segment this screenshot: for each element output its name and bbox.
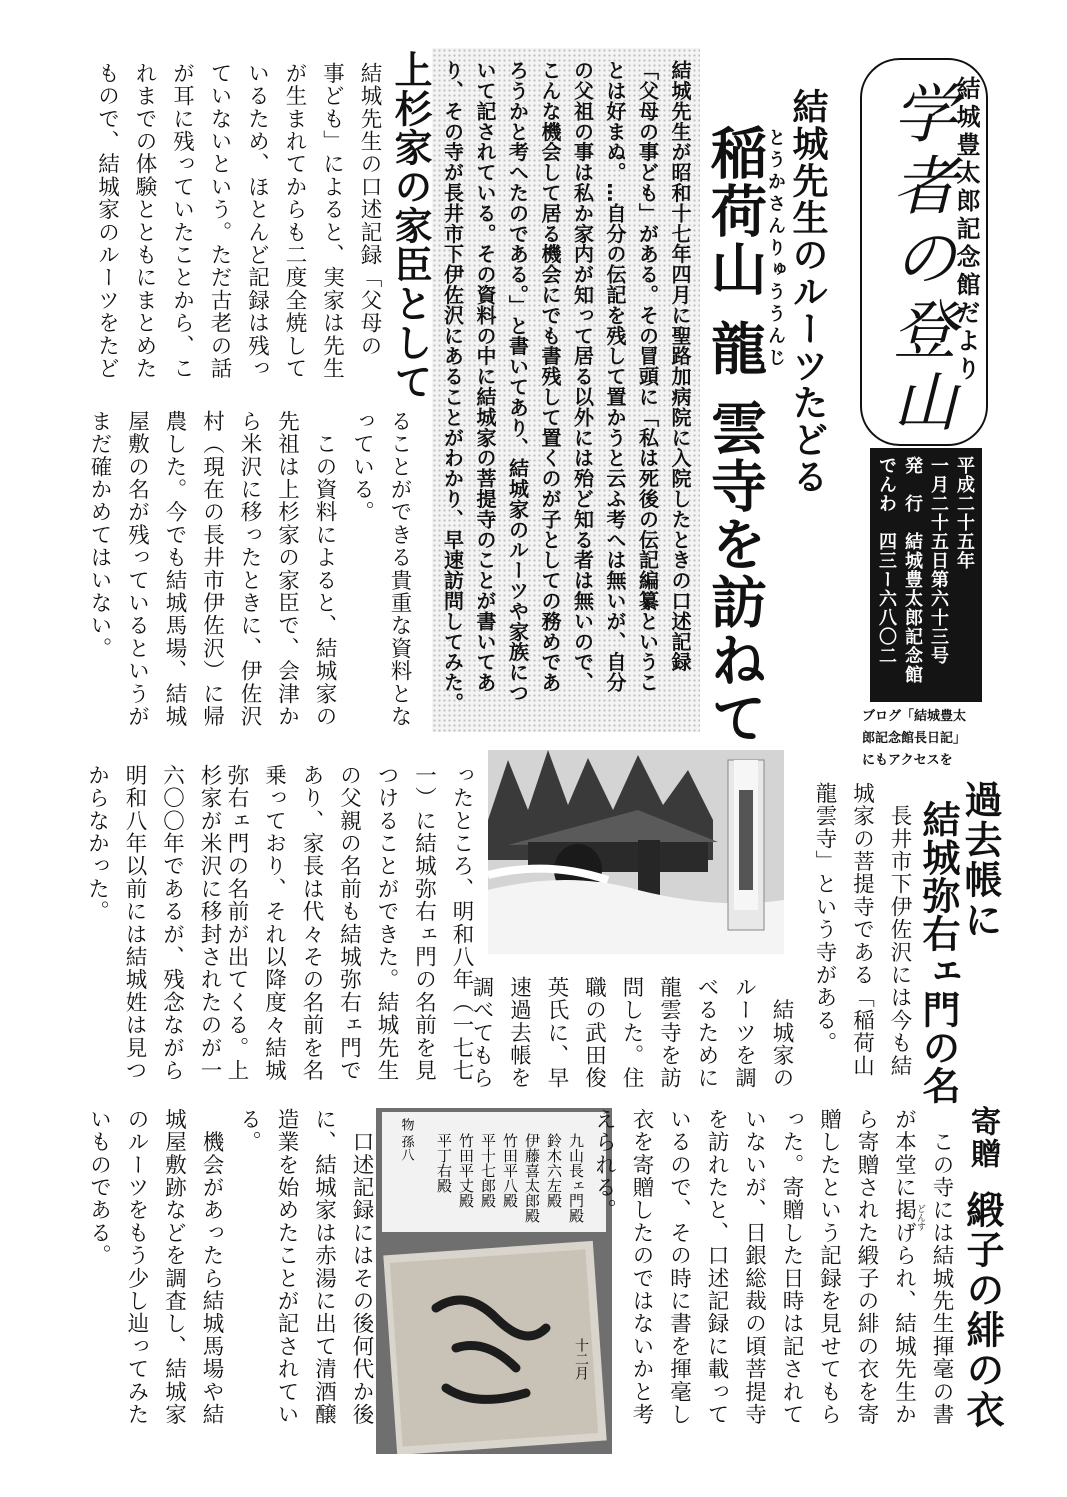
ledger-paper-line: 平丁右殿 <box>435 1133 453 1193</box>
ledger-date-mark: 十二月 <box>573 1338 589 1380</box>
uesugi-column-b: ることができる貴重な資料とな っている。 この資料によると、結城家の 先祖は上杉家の家臣で、会津か ら米沢に移ったときに、伊佐沢 村（現在の長井市伊佐沢）に帰 農した。今でも結城馬場、結城 屋敷の名が残っているというが まだ確かめてはいない。 <box>87 410 412 728</box>
uesugi-column-a: 結城先生の口述記録「父母の 事ども」によると、実家は先生 が生まれてからも二度全焼して いるため、ほとんど記録は残っ ていないという。ただ古老の話 が耳に残っていたことから、こ れまでの体験とともにまとめた もので、結城家のルーツをたど <box>94 62 382 380</box>
uesugi-heading: 上杉家の家臣として <box>388 50 432 401</box>
issue-date: 平成二十五年 <box>954 456 975 570</box>
issue-publisher: 発 行 結城豊太郎記念館 <box>902 456 923 684</box>
masthead-subtitle: 結城豊太郎記念館だより <box>952 76 980 384</box>
ledger-paper-line: 鈴木六左殿 <box>545 1133 563 1208</box>
kakocho-column-b: 杉家が米沢に移封されたのが一 六〇〇年であるが、残念ながら 明和八年以前には結城姓は見つ からなかった。 <box>84 764 222 1082</box>
masthead-title: 学者の登山 <box>882 80 956 440</box>
kakocho-intro: 長井市下伊佐沢には今も結 城家の菩提寺である「稲荷山 龍雲寺」という寺がある。 <box>812 782 912 1078</box>
kakocho-short-column: 結城家の ルーツを調 べるために 龍雲寺を訪 問した。住 職の武田俊 英氏に、早 速過去帳を 調べてもら <box>469 976 794 1090</box>
blog-note-line: 郎記念館長日記」 <box>862 731 967 746</box>
kakocho-heading-2: 結城弥右ェ門の名 <box>916 800 960 1104</box>
ledger-illustration <box>376 1108 612 1454</box>
main-headline-2: 稲荷山 龍 雲寺を訪ねて <box>702 124 767 747</box>
blog-note-line: ブログ「結城豊太 <box>862 709 967 724</box>
kakocho-heading-1: 過去帳に <box>958 780 1002 940</box>
kakocho-column-a: ったところ、明和八年（一七七 一）に結城弥右ェ門の名前を見 つけることができた。結城先生 の父親の名前も結城弥右ェ門で あり、家長は代々その名前を名 乗っており、それ以降度々結城 弥右ェ門の名前が出てくる。上 <box>224 764 474 1082</box>
ledger-paper-line: 伊藤喜太郎殿 <box>523 1133 541 1223</box>
lead-text: 結城先生が昭和十七年四月に聖路加病院に入院したときの口述記録 「父母の事ども」がある。その冒頭に「私は死後の伝記編纂というこ とは好まぬ。…自分の伝記を残して置かうと云ふ考へは無いが、自分 の父祖の事は私か家内が知って居る以外には殆ど知る者は無いので、 こんな機会して居る機会にでも書残して置くのが子としての務めであ ろうかと考へたのである。」と書いてあり、結城家のルーツや家族につ いて記されている。その資料の中に結城家の菩提寺のことが書いてあ り、その寺が長井市下伊佐沢にあることがわかり、早速訪問してみた。 <box>440 60 692 713</box>
kesa-ruby: どんす <box>915 1204 925 1231</box>
main-headline-reading: とうかさんりゅううんじ <box>765 128 786 370</box>
issue-phone: でんわ 四三ー六八〇二 <box>876 456 897 665</box>
ledger-paper-line: 竹田平八殿 <box>501 1133 519 1208</box>
ledger-paper-line: 物 孫八 <box>398 1118 414 1162</box>
issue-number: 一月二十五日第六十三号 <box>928 456 949 665</box>
ledger-paper-line: 九山長ェ門殿 <box>567 1133 585 1223</box>
blog-note-line: にもアクセスを <box>862 753 953 768</box>
kesa-column-a: この寺には結城先生揮毫の書 が本堂に掲げられ、結城先生か ら寄贈された緞子の緋の衣を寄 贈したという記録を見せてもら った。寄贈した日時は記されて いないが、日銀総裁の頃菩提寺 を訪れたと、口述記録に載って いるので、その時に書を揮毫し 衣を寄贈したのではないかと考 えられる。 <box>591 1108 954 1426</box>
main-headline-1: 結城先生のルーツたどる <box>787 88 828 495</box>
ledger-photo <box>376 1108 612 1454</box>
blog-note <box>862 706 986 772</box>
kesa-heading-1: 寄贈 <box>965 1106 1000 1170</box>
ledger-paper-line: 竹田平丈殿 <box>457 1133 475 1208</box>
ledger-paper-line: 平十七郎殿 <box>479 1133 497 1208</box>
kesa-column-b: 口述記録にはその後何代か後 に、結城家は赤湯に出て清酒醸 造業を始めたことが記されてい る。 機会があったら結城馬場や結 城屋敷跡などを調査し、結城家 のルーツをもう少し辿ってみた いものである。 <box>86 1108 374 1426</box>
temple-photo <box>488 750 784 954</box>
temple-illustration <box>488 750 784 954</box>
kesa-heading-2: 緞子の緋の衣 <box>960 1190 1004 1430</box>
